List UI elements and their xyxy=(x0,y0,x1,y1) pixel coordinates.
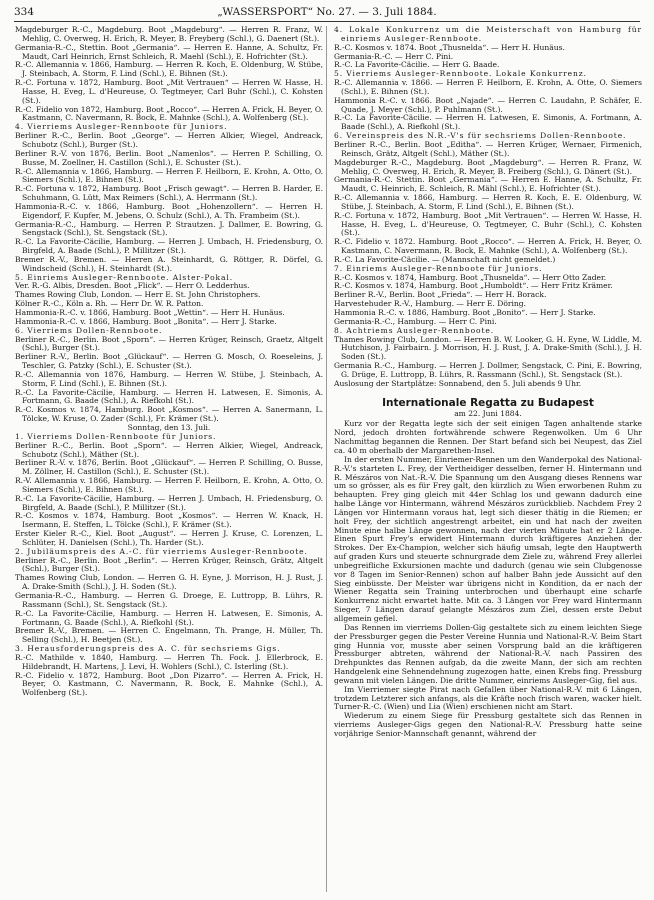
article-body xyxy=(334,420,642,738)
entry: Berliner R.-V., Berlin. Boot „Frieda“. — Herr H. Borack. xyxy=(334,290,547,300)
entry: 3. Herausforderungspreis des A. C. für sechsriems Gigs. xyxy=(15,644,281,654)
entry: Thames Rowing Club, London. — Herren G. H. Eyne, J. Morrison, H. J. Rust, J. A. Drake-Smith (Schl.), J. H. Soden (St.). xyxy=(15,573,323,592)
entry: Erster Kieler R.-C., Kiel. Boot „August“. — Herren J. Kruse, C. Lorenzen, L. Schlüter, H. Danielsen (Schl.), Th. Harder (St.). xyxy=(15,529,323,547)
entry: Berliner R.-V. v. 1876, Berlin. Boot „Glückauf“. — Herren P. Schilling, O. Busse, M. Zöllner, H. Castillon (Schl.), E. Schuster (St.). xyxy=(15,458,323,477)
entry: Berliner R.-V. von 1876, Berlin. Boot „Namenlos“. — Herren P. Schilling, O. Busse, M. Zoellner, H. Castillon (Schl.), E. Schuster (St.). xyxy=(15,148,323,167)
article-title: Internationale Regatta zu Budapest xyxy=(382,396,594,409)
article-date: am 22. Juni 1884. xyxy=(454,408,522,418)
entry: Germania-R.-C., Stettin. Boot „Germania“. — Herren E. Hanne, A. Schultz, Fr. Maudt, Carl Heinrich, Ernst Schleich, R. Maehl (Schl.), E. Hofrichter (St.). xyxy=(15,42,323,61)
entry: R.-C. Allemannia v. 1866, Hamburg. — Herren R. Koch, E. Oldenburg, W. Stübe, J. Steinbach, A. Storm, F. Lind (Schl.), E. Bihnen (St.). xyxy=(15,60,323,79)
entry: 6. Vierriems Dollen-Rennboote. xyxy=(15,325,163,335)
article-paragraph: In der ersten Nummer, Einriemer-Rennen um den Wanderpokal des National-R.-V.'s starteten L. Frey, der Vertheidiger desselben, ferner H. Hintermann und R. Mészáros von Nat.-R.-V. Die Spannung um den Ausgang dieses Rennens war um so grösser, als es für Frey galt, den kürzlich zu Wien erworbenen Ruhm zu behaupten. Frey ging gleich mit 44er Schlag los und gewann dadurch eine halbe Länge vor Hintermann, während Mészáros zurückblieb. Nachdem Frey 2 Längen vor Hintermann voraus hat, legt sich dieser thätig in die Riemen; er holt Frey, der sichtlich angestrengt arbeitet, ein und hat nach der zweiten Minute eine halbe Länge gewonnen, nach der vierten Minute hat er 2 Länge. Einen Spurt Frey's erwidert Hintermann durch kräftigeres Anziehen der Strokes. Der Ex-Champion, welcher sich häufig umsah, legte den Hauptwerth auf graden Kurs und steuerte schnurgrade dem Ziele zu, während Frey allerlei unbegreifliche Exkursionen machte und dadurch (genau wie sein Clubgenosse vor 8 Tagen im Senior-Rennen) schon auf halber Bahn jede Aussicht auf den Sieg einbüsste. Der Meister war übrigens nicht in Kondition, da er nach der Wiener Regatta sein Training unterbrochen und überhaupt eine scharfe Konkurrenz nicht erwartet hatte. Mit ca. 3 Längen vor Frey ward Hintermann Sieger, 7 Längen darauf gelangte Mészáros zum Ziel, dessen erste Debut allgemein gefiel. xyxy=(334,454,642,623)
entry: R.-C. La Favorite-Cäcilie, Hamburg. — Herren H. Latwesen, E. Simonis, A. Fortmann, G. Baade (Schl.), A. Riefkohl (St.). xyxy=(15,387,323,406)
entry: R.-C. Fidelio von 1872, Hamburg. Boot „Rocco“. — Herren A. Frick, H. Beyer, O. Kastmann, C. Navermann, R. Bock, E. Mahnke (Schl.), A. Wolfenberg (St.). xyxy=(15,104,323,123)
entry: Germania-R.-C. Stettin. Boot „Germania“. — Herren E. Hanne, A. Schultz, Fr. Maudt, C. Heinrich, E. Schleich, R. Mähl (Schl.), E. Hofrichter (St.). xyxy=(334,175,642,194)
entry: Berliner R.-V., Berlin. Boot „Glückauf“. — Herren G. Mosch, O. Roeseleins, J. Teschler, G. Patzky (Schl.), E. Schuster (St.). xyxy=(15,352,323,371)
entry: Magdeburger R.-C., Magdeburg. Boot „Magdeburg“. — Herren R. Franz, W. Mehlig, C. Overweg, H. Erich, R. Meyer, B. Freiberg (Schl.), G. Dänert (St.). xyxy=(334,157,642,176)
entry: R.-C. La Favorite-Cäcilie. — Herren H. Latwesen, E. Simonis, A. Fortmann, A. Baade (Schl.), A. Riefkohl (St.). xyxy=(334,113,642,132)
entry: Bremer R.-V., Bremen. — Herren A. Steinhardt, G. Röttger, R. Dörfel, G. Windscheid (Schl.), H. Steinhardt (St.). xyxy=(15,254,323,273)
entry: 6. Vereinspreis des N.R.-V's für sechsriems Dollen-Rennboote. xyxy=(334,131,627,141)
entry: R.-C. Fidelio v. 1872, Hamburg. Boot „Don Pizarro“. — Herren A. Frick, H. Beyer, O. Kastmann, C. Navermann, R. Bock, E. Mahnke (Schl.), A. Wolfenberg (St.). xyxy=(15,670,323,698)
entry: Ver. R.-G. Albis, Dresden. Boot „Flick“. — Herr O. Ledderhus. xyxy=(15,281,250,291)
entry: R.-C. Kosmos v. 1874, Hamburg. Boot „Thusnelda“. — Herr Otto Zader. xyxy=(334,272,607,282)
entry: Berliner R.-C., Berlin. Boot „Sporn“. — Herren Krüger, Reinsch, Graetz, Altgelt (Schl.), Burger (St.). xyxy=(15,334,323,353)
entry: R.-C. Kosmos v. 1874, Hamburg. Boot „Humboldt“. — Herr Fritz Krämer. xyxy=(334,281,613,291)
entry: R.-C. Fortuna v. 1872, Hamburg. Boot „Mit Vertrauen“. — Herren W. Hasse, H. Hasse, H. Eveg, L. d'Heureuse, O. Tegtmeyer, C. Buhr (Schl.), C. Kohsten (St.). xyxy=(334,210,642,238)
page-title: „WASSERSPORT“ No. 27. — 3. Juli 1884. xyxy=(217,6,437,18)
entry: 4. Lokale Konkurrenz um die Meisterschaft von Hamburg für einriems Ausleger-Rennboote. xyxy=(334,26,642,43)
entry: R.-C. Mathilde v. 1840, Hamburg. — Herren Th. Fock. J. Ellerbrock, E. Hildebrandt, H. Martens, J. Levi, H. Wohlers (Schl.), C. Isterling (St.). xyxy=(15,652,323,671)
entry: R.-C. Kosmos v. 1874. Boot „Thusnelda“. — Herr H. Hunäus. xyxy=(334,42,565,52)
entry: Kölner R.-C., Köln a. Rh. — Herr Dr. W. R. Patton. xyxy=(15,299,204,309)
entry: Berliner R.-C., Berlin. Boot „George“. — Herren Alkier, Wiegel, Andreack, Schubotz (Schl.), Burger (St.). xyxy=(15,131,323,149)
left-column xyxy=(15,26,323,892)
right-entries xyxy=(334,26,642,389)
page-header xyxy=(14,6,640,20)
entry: R.-C. La Favorite-Cäcilie, Hamburg. — Herren J. Umbach, H. Friedensburg, O. Birgfeld, A. Baade (Schl.), P. Millitzer (St.). xyxy=(15,493,323,512)
entry: Thames Rowing Club, London. — Herr E. St. John Christophers. xyxy=(15,290,261,300)
entry: 7. Einriems Ausleger-Rennboote für Juniors. xyxy=(334,263,543,273)
entry: R.-C. Allemannia von 1876, Hamburg. — Herren W. Stübe, J. Steinbach, A. Storm, F. Lind (Schl.), E. Bihnen (St.). xyxy=(15,369,323,388)
entry: Berliner R.-C., Berlin. Boot „Berlin“. — Herren Krüger, Reinsch, Grätz, Altgelt (Schl.), Burger (St.). xyxy=(15,555,323,574)
entry: Germania-R.-C. — Herr C. Pini. xyxy=(334,51,454,61)
entry: R.-C. Fortuna v. 1872, Hamburg. Boot „Mit Vertrauen“ — Herren W. Hasse, H. Hasse, H. Eveg, L. d'Heureuse, O. Tegtmeyer, Carl Buhr (Schl.), C. Kohsten (St.). xyxy=(15,78,323,105)
entry: Auslosung der Startplätze: Sonnabend, den 5. Juli abends 9 Uhr. xyxy=(334,378,582,388)
article-paragraph: Im Vierriemer siegte Pirat nach Gefallen über National-R.-V. mit 6 Längen, trotzdem Letzterer sich anfangs, als die Kräfte noch frisch waren, wacker hielt. Turner-R.-C. (Wien) und Lia (Wien) erschienen nicht am Start. xyxy=(334,684,642,712)
entry: 5. Einriems Ausleger-Rennboote. Alster-Pokal. xyxy=(15,272,233,282)
entry: R.-C. Kosmos v. 1874, Hamburg. Boot „Kosmos“. — Herren A. Sanermann, L. Tölcke, W. Kruse, O. Zader (Schl.), Fr. Krämer (St.). xyxy=(15,405,323,424)
entry: Germania R.-C., Hamburg. — Herren J. Dollmer, Sengstack, C. Pini, E. Bowring, G. Drüge, E. Luttropp, B. Lührs, R. Rassmann (Schl.), St. Sengstack (St.). xyxy=(334,361,642,379)
right-column xyxy=(334,26,642,892)
entry: R.-C. Allemannia v. 1866, Hamburg. — Herren F. Heilborn, E. Krohn, A. Otto, O. Siemers (Schl.), E. Bihnen (St.). xyxy=(15,166,323,185)
entry: R.-C. Fidelio v. 1872. Hamburg. Boot „Rocco“. — Herren A. Frick, H. Beyer, O. Kastmann, C. Navermann, R. Bock, E. Mahnke (Schl.), A. Wolfenberg (St.). xyxy=(334,237,642,256)
entry: R.-C. Kosmos v. 1874, Hamburg. Boot „Kosmos“. — Herren W. Knack, H. Isermann, E. Steffen, L. Tölcke (Schl.), F. Krämer (St.). xyxy=(15,511,323,530)
entry: Bremer R.-V., Bremen. — Herren C. Engelmann, Th. Prange, H. Müller, Th. Selling (Schl.), H. Beetjen (St.). xyxy=(15,626,323,645)
article-paragraph: Das Rennen im vierriems Dollen-Gig gestaltete sich zu einem leichten Siege der Pressburger gegen die Pester Vereine Hunnia und National-R.-V. Beim Start ging Hunnia vor, musste aber seinen Vorsprung bald an die kräftigeren Pressburger abtreten, während der National-R.-V. nach Passiren des Drehpunktes das Rennen aufgab, da die zweite Mann, der sich am rechten Handgelenk eine Sehnendehnung zugezogen hatte, einen Krebs fing. Pressburg gewann mit vielen Längen. Die dritte Nummer, einriems Ausleger-Gig, fiel aus. xyxy=(334,622,642,685)
entry: R.-C. La Favorite-Cäcilie. — (Mannschaft nicht gemeldet.) xyxy=(334,254,556,264)
entry: Germania-R.-C., Hamburg. — Herren G. Droege, E. Luttropp, B. Lührs, R. Rassmann (Schl.), St. Sengstack (St.). xyxy=(15,591,323,609)
entry: R.-C. Allemannia v. 1866. — Herren F. Heilborn, E. Krohn, A. Otte, O. Siemers (Schl.), E. Bihnen (St.). xyxy=(334,78,642,96)
entry: Hammonia-R.-C. v. 1866, Hamburg. Boot „Wettin“. — Herr H. Hunäus. xyxy=(15,308,285,317)
column-divider xyxy=(326,26,327,892)
page-number: 334 xyxy=(14,6,35,18)
entry: Hammonia-R.-C. v. 1866, Hamburg. Boot „Bonita“. — Herr J. Starke. xyxy=(15,316,277,326)
entry: R.-C. La Favorite-Cäcilie, Hamburg. — Herren H. Latwesen, E. Simonis, A. Fortmann, G. Baade (Schl.), A. Riefkohl (St.). xyxy=(15,608,323,627)
entry: Harvestehuder R.-V., Hamburg. — Herr E. Döring. xyxy=(334,299,527,309)
article-paragraph: Kurz vor der Regatta legte sich der seit einigen Tagen anhaltende starke Nord, jedoch drohten fortwährende schwere Regenwolken. Um 6 Uhr Nachmittag begannen die Rennen. Der Start befand sich bei Neupest, das Ziel ca. 40 m oberhalb der Margarethen-Insel. xyxy=(334,419,642,455)
entry: Sonntag, den 13. Juli. xyxy=(127,422,211,432)
entry: R.-C. Fortuna v. 1872, Hamburg. Boot „Frisch gewagt“. — Herren B. Harder, E. Schuhmann, G. Lütt, Max Reimers (Schl.), A. Herrmann (St.). xyxy=(15,184,323,203)
entry: Hammonia R.-C. v. 1886, Hamburg. Boot „Bonito“. — Herr J. Starke. xyxy=(334,308,596,317)
entry: Magdeburger R.-C., Magdeburg. Boot „Magdeburg“. — Herren R. Franz, W. Mehlig, C. Overweg, H. Erich, R. Meyer, B. Freyberg (Schl.), G. Daenert (St.). xyxy=(15,26,323,43)
article-paragraph: Wiederum zu einem Siege für Pressburg gestaltete sich das Rennen in vierriems Ausleger-Gigs gegen den National-R.-V. Pressburg hatte seine vorjährige Senior-Mannschaft genannt, während der xyxy=(334,711,642,738)
entry: 4. Vierriems Ausleger-Rennboote für Juniors. xyxy=(15,122,228,132)
entry: 1. Vierriems Dollen-Rennboote für Juniors. xyxy=(15,431,217,441)
entry: R.-C. Allemannia v. 1866, Hamburg. — Herren R. Koch, E. E. Oldenburg, W. Stübe, J. Steinbach, A. Storm, F. Lind (Schl.), E. Bihnen (St.). xyxy=(334,193,642,211)
entry: Thames Rowing Club, London. — Herren B. W. Looker, G. H. Eyne, W. Liddle, M. Hutchison, J. Fairbairn. J. Morrison, H. J. Rust, J. A. Drake-Smith (Schl.), J. H. Soden (St.). xyxy=(334,334,642,362)
entry: Hammonia R.-C. v. 1866. Boot „Najade“. — Herren C. Laudahn, P. Schäfer, E. Quade, J. Meyer (Schl.), P. Puhlmann (St.). xyxy=(334,95,642,114)
entry: Germania-R.-C., Hamburg. — Herren P. Strautzen. J. Dallmer, E. Bowring, G. Sengstack (Schl.), St. Sengstack (St.). xyxy=(15,219,323,238)
entry: Germania-R.-C., Hamburg. — Herr C. Pini. xyxy=(334,316,497,326)
entry: Hammonia-R.-C. v. 1866, Hamburg. Boot „Hohenzollern“. — Herren H. Eigendorf, F. Kupfer, M. Jebens, O. Schulz (Schl.), A. Th. Frambeim (St.). xyxy=(15,201,323,220)
entry: 5. Vierriems Ausleger-Rennboote. Lokale Konkurrenz. xyxy=(334,69,587,79)
entry: Berliner R.-C., Berlin. Boot „Editha“. — Herren Krüger, Wernaer, Firmenich, Reinsch, Grätz, Altgelt (Schl.), Mäther (St.). xyxy=(334,139,642,158)
entry: Berliner R.-C., Berlin. Boot „Sporn“. — Herren Alkier, Wiegel, Andreack, Schubotz (Schl.), Mäther (St.). xyxy=(15,440,323,459)
header-rule xyxy=(14,21,640,22)
entry: R.-C. La Favorite-Cäcilie, Hamburg. — Herren J. Umbach, H. Friedensburg, O. Birgfeld, A. Baade (Schl.), P. Millitzer (St.). xyxy=(15,237,323,256)
entry: R.-V. Allemannia v. 1866, Hamburg. — Herren F. Heilborn, E. Krohn, A. Otto, O. Siemers (Schl.), E. Bihnen (St.). xyxy=(15,476,323,494)
entry: R.-C. La Favorite-Cäcilie. — Herr G. Baade. xyxy=(334,60,500,70)
entry: 2. Jubiläumspreis des A.-C. für vierriems Ausleger-Rennboote. xyxy=(15,546,308,556)
entry: 8. Achtriems Ausleger-Rennboote. xyxy=(334,325,495,335)
